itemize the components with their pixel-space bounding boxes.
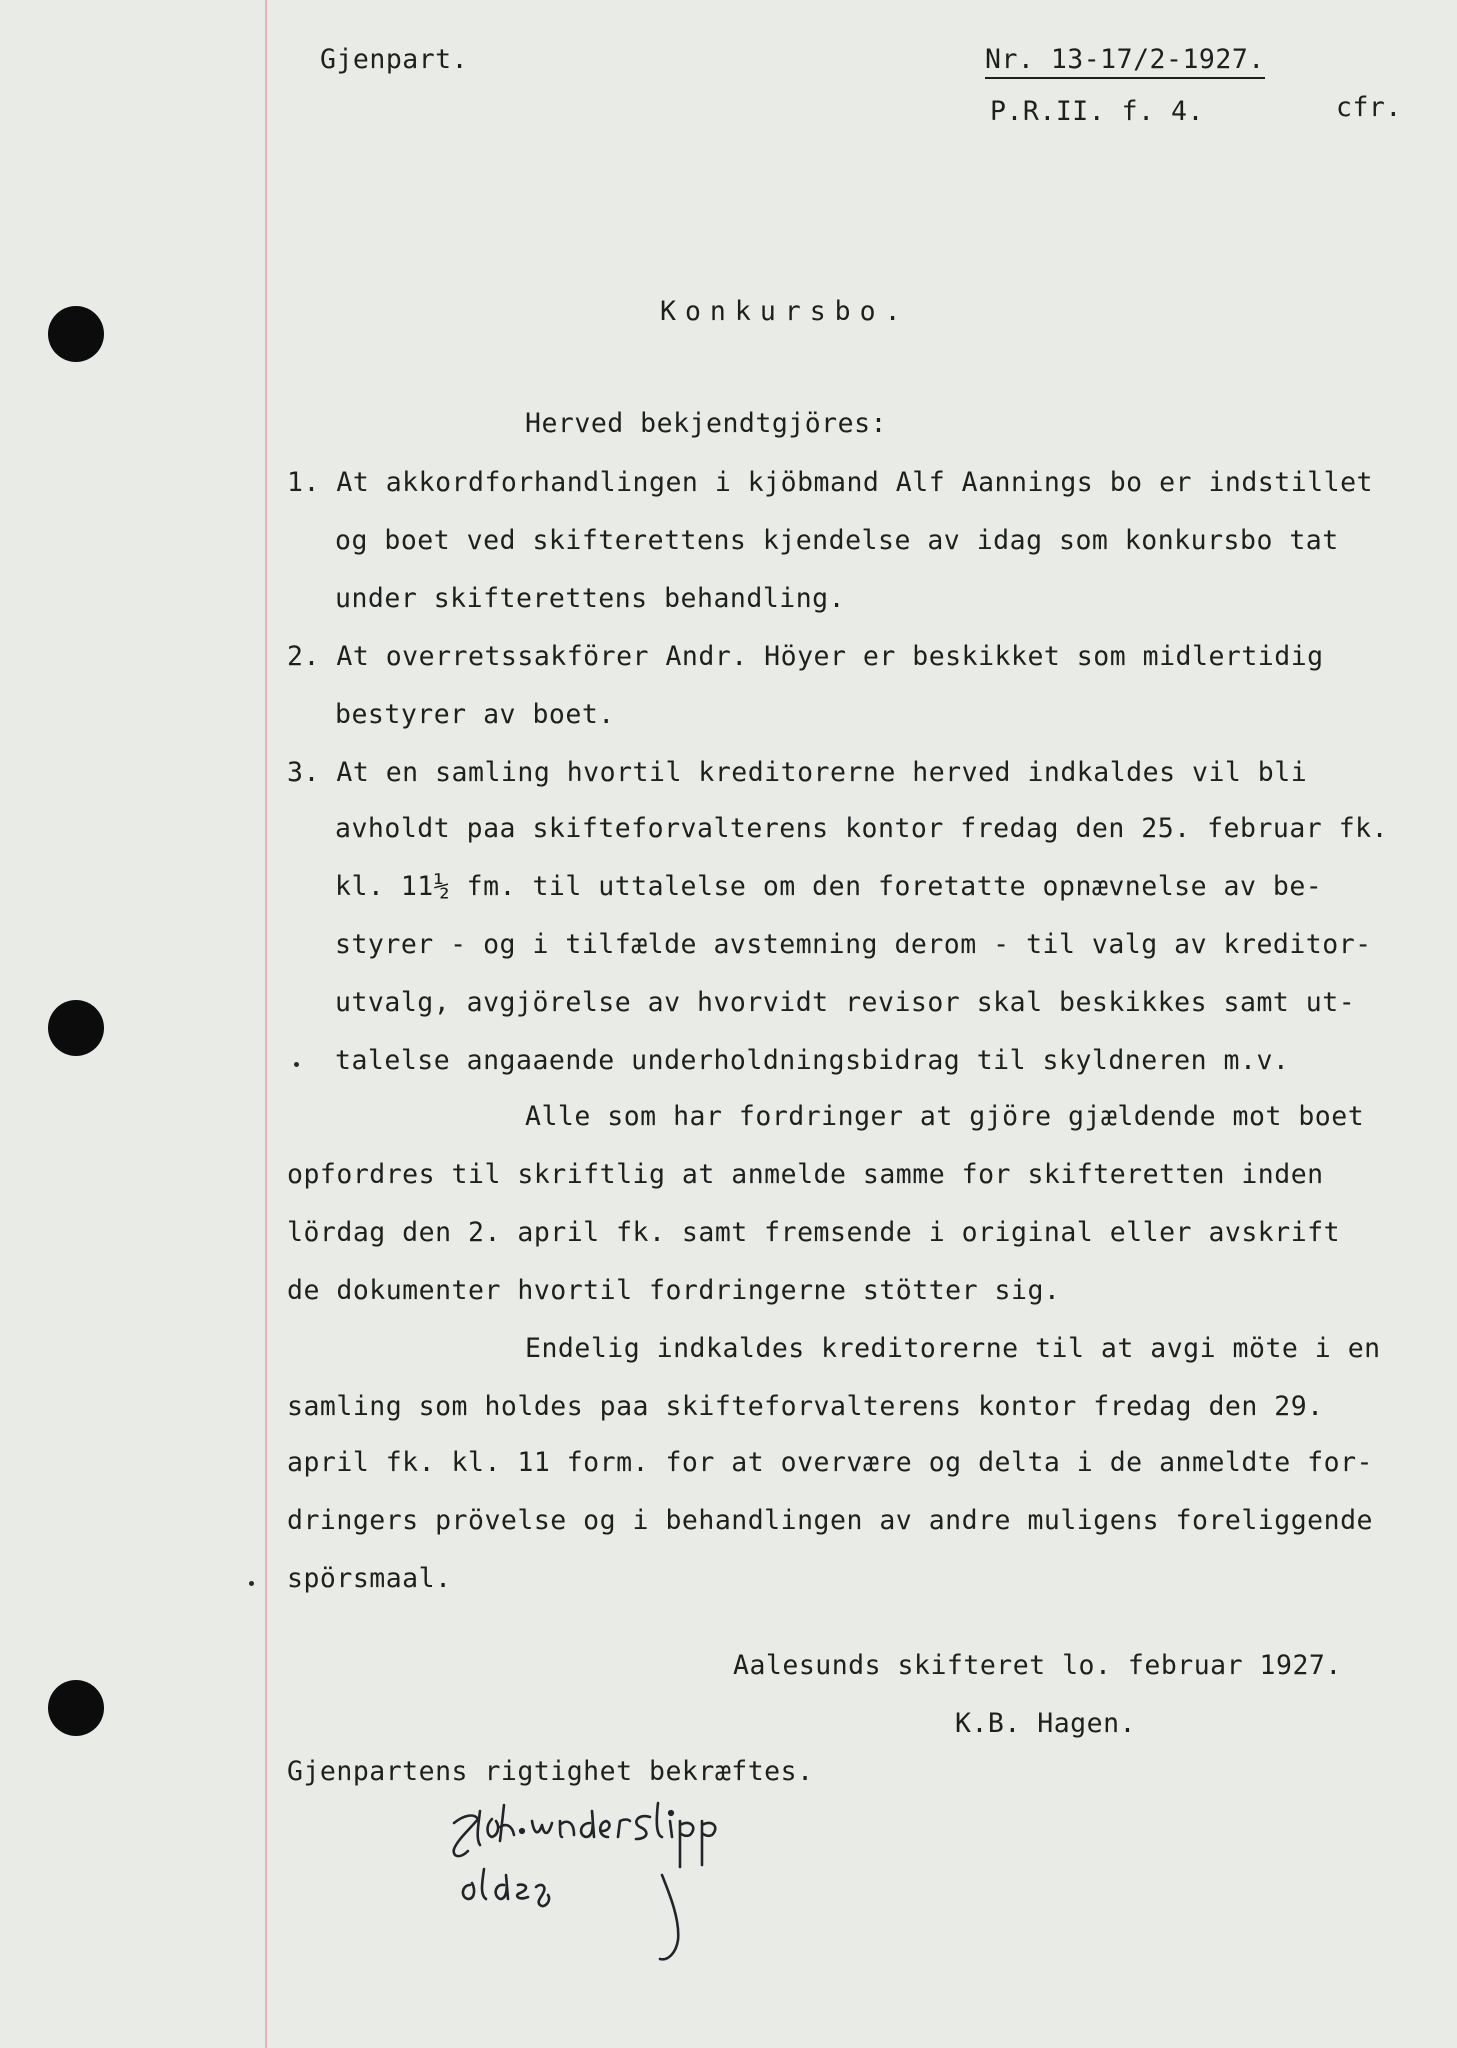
body-line: de dokumenter hvortil fordringerne stötter sig. (287, 1275, 1061, 1306)
stray-mark (249, 1581, 254, 1586)
punch-hole (48, 1680, 104, 1736)
body-line: bestyrer av boet. (335, 699, 615, 730)
signer-name: K.B. Hagen. (955, 1708, 1136, 1739)
place-and-date: Aalesunds skifteret lo. februar 1927. (733, 1650, 1342, 1681)
body-line: under skifterettens behandling. (335, 583, 846, 614)
body-line: samling som holdes paa skifteforvalterens kontor fredag den 29. (287, 1391, 1324, 1422)
certification-line: Gjenpartens rigtighet bekræftes. (287, 1756, 814, 1787)
body-line: og boet ved skifterettens kjendelse av idag som konkursbo tat (335, 525, 1339, 556)
body-line: kl. 11½ fm. til uttalelse om den foretatte opnævnelse av be- (335, 871, 1323, 902)
body-line: opfordres til skriftlig at anmelde samme for skifteretten inden (287, 1159, 1324, 1190)
header-cfr: cfr. (1336, 92, 1402, 123)
body-line: spörsmaal. (287, 1563, 452, 1594)
body-line: utvalg, avgjörelse av hvorvidt revisor skal beskikkes samt ut- (335, 987, 1356, 1018)
body-line: lördag den 2. april fk. samt fremsende i original eller avskrift (287, 1217, 1341, 1248)
header-reference: P.R.II. f. 4. (990, 96, 1204, 127)
body-line: Endelig indkaldes kreditorerne til at avgi möte i en (525, 1333, 1381, 1364)
body-line: 1. At akkordforhandlingen i kjöbmand Alf Aannings bo er indstillet (287, 467, 1373, 498)
body-line: april fk. kl. 11 form. for at overvære og delta i de anmeldte for- (287, 1447, 1373, 1478)
body-line: Alle som har fordringer at gjöre gjældende mot boet (525, 1101, 1365, 1132)
intro-line: Herved bekjendtgjöres: (525, 408, 887, 439)
punch-hole (48, 306, 104, 362)
stray-mark (294, 1062, 299, 1067)
header-copy-label: Gjenpart. (320, 44, 469, 75)
body-line: dringers prövelse og i behandlingen av andre muligens foreliggende (287, 1505, 1373, 1536)
margin-line (265, 0, 267, 2048)
body-line: avholdt paa skifteforvalterens kontor fredag den 25. februar fk. (335, 813, 1389, 844)
handwritten-signature (440, 1775, 870, 1965)
body-line: talelse angaaende underholdningsbidrag til skyldneren m.v. (335, 1045, 1290, 1076)
punch-hole (48, 1000, 104, 1056)
body-line: styrer - og i tilfælde avstemning derom - til valg av kreditor- (335, 929, 1372, 960)
body-line: 2. At overretssakförer Andr. Höyer er beskikket som midlertidig (287, 641, 1324, 672)
document-title: Konkursbo. (660, 296, 910, 327)
body-line: 3. At en samling hvortil kreditorerne herved indkaldes vil bli (287, 757, 1308, 788)
header-case-number: Nr. 13-17/2-1927. (985, 44, 1265, 79)
